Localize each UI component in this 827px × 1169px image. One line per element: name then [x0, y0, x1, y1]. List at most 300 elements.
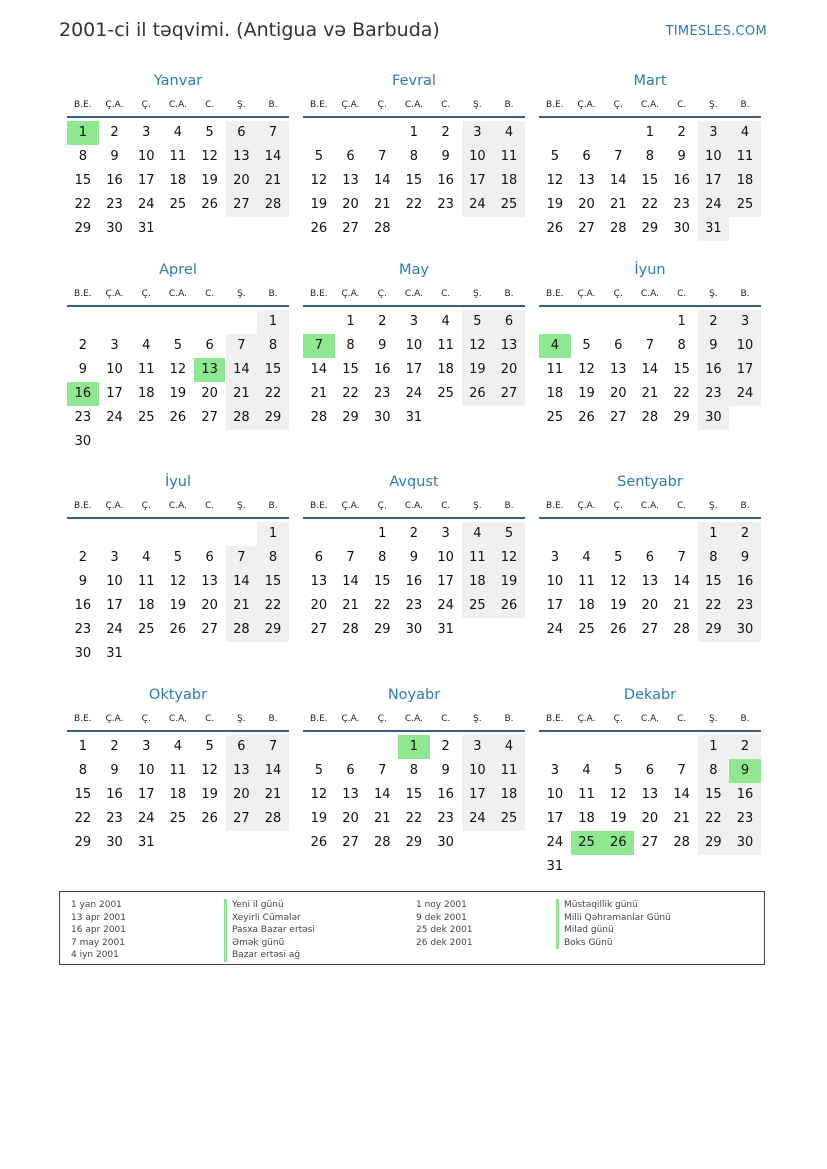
day-cell: 19: [310, 811, 328, 826]
day-cell: 25: [137, 410, 155, 425]
day-cell: 1: [78, 739, 87, 754]
legend-holiday-name: Yeni il günü: [224, 899, 315, 912]
day-cell: 6: [645, 763, 655, 778]
month-name: Dekabr: [623, 687, 677, 703]
day-cell: 23: [106, 197, 123, 212]
day-cell: 21: [673, 598, 690, 613]
day-cell: 23: [437, 197, 454, 212]
month-name: İyul: [164, 474, 192, 490]
day-cell: 9: [78, 574, 87, 589]
day-cell: 8: [645, 149, 655, 164]
day-cell: 7: [614, 149, 623, 164]
day-cell: 24: [546, 622, 564, 637]
weekday-label: Ş.: [709, 289, 718, 299]
page-title: 2001-ci il təqvimi. (Antigua və Barbuda): [59, 19, 440, 41]
weekday-label: Ş.: [709, 714, 718, 724]
day-cell: 5: [314, 149, 323, 164]
day-cell: 25: [578, 622, 595, 637]
weekday-label: B.E.: [310, 714, 328, 724]
weekday-label: B.: [268, 501, 278, 511]
day-cell: 27: [342, 835, 359, 850]
legend-holiday-name: Boks Günü: [556, 937, 671, 950]
weekday-label: B.: [268, 289, 278, 299]
day-cell: 18: [137, 598, 155, 613]
day-cell: 13: [342, 173, 359, 188]
weekday-label: B.: [740, 714, 750, 724]
day-cell: 30: [405, 622, 423, 637]
day-cell: 5: [205, 125, 214, 140]
day-cell: 6: [205, 338, 214, 353]
day-cell: 2: [409, 526, 419, 541]
day-cell: 4: [462, 522, 494, 546]
header-rule: [303, 730, 525, 732]
weekday-label: Ç.A.: [341, 100, 360, 110]
holiday-day-cell: 7: [303, 334, 335, 358]
weekday-header: [539, 714, 761, 726]
header-rule: [67, 305, 289, 307]
day-cell: 12: [310, 787, 328, 802]
legend-dates-left: [71, 899, 126, 962]
day-cell: 21: [373, 811, 391, 826]
day-cell: 13: [609, 362, 627, 377]
day-cell: 24: [698, 193, 730, 217]
day-cell: 7: [226, 334, 258, 358]
day-cell: 28: [257, 193, 289, 217]
day-cell: 20: [578, 197, 595, 212]
day-cell: 15: [74, 173, 92, 188]
day-cell: 16: [437, 173, 454, 188]
weekday-label: B.E.: [74, 100, 92, 110]
weekday-label: C.: [677, 714, 687, 724]
day-cell: 15: [373, 574, 391, 589]
weekday-header: [303, 501, 525, 513]
day-cell: 17: [546, 598, 564, 613]
day-cell: 10: [405, 338, 423, 353]
day-cell: 15: [698, 570, 730, 594]
weekday-label: Ç.A.: [105, 501, 124, 511]
day-cell: 2: [110, 739, 119, 754]
weekday-label: B.E.: [74, 714, 92, 724]
day-cell: 3: [462, 735, 494, 759]
day-cell: 19: [578, 386, 595, 401]
weekday-label: Ş.: [237, 100, 246, 110]
day-cell: 27: [493, 382, 525, 406]
day-cell: 21: [310, 386, 328, 401]
holiday-day-cell: 1: [67, 121, 99, 145]
day-cell: 4: [493, 735, 525, 759]
day-cell: 29: [698, 831, 730, 855]
day-cell: 12: [169, 362, 187, 377]
day-cell: 5: [614, 550, 623, 565]
weekday-label: C.A.: [640, 714, 659, 724]
day-cell: 20: [342, 811, 359, 826]
day-cell: 12: [546, 173, 564, 188]
weekday-label: C.: [441, 289, 451, 299]
day-cell: 29: [698, 618, 730, 642]
day-cell: 14: [310, 362, 328, 377]
day-cell: 9: [110, 149, 119, 164]
legend-holiday-name: Pasxa Bazar ertəsi: [224, 924, 315, 937]
day-cell: 30: [698, 406, 730, 430]
day-cell: 6: [346, 149, 355, 164]
day-cell: 30: [74, 434, 92, 449]
month-name: Mart: [633, 73, 667, 89]
day-cell: 24: [405, 386, 423, 401]
day-cell: 15: [257, 570, 289, 594]
day-cell: 9: [677, 149, 686, 164]
weekday-header: [539, 100, 761, 112]
holiday-legend: [59, 891, 765, 965]
day-cell: 21: [257, 783, 289, 807]
day-cell: 17: [437, 574, 454, 589]
day-cell: 13: [310, 574, 328, 589]
day-cell: 21: [226, 382, 258, 406]
legend-holiday-name: Xeyirli Cümələr: [224, 912, 315, 925]
weekday-label: C.A.: [404, 100, 423, 110]
day-cell: 27: [201, 410, 218, 425]
day-cell: 11: [493, 759, 525, 783]
day-cell: 28: [609, 221, 627, 236]
day-cell: 30: [729, 618, 761, 642]
weekday-label: B.: [268, 714, 278, 724]
day-cell: 1: [257, 310, 289, 334]
weekday-header: [539, 289, 761, 301]
weekday-label: B.: [504, 714, 514, 724]
day-cell: 21: [342, 598, 359, 613]
weekday-label: Ş.: [237, 289, 246, 299]
weekday-label: C.: [441, 100, 451, 110]
header-rule: [539, 305, 761, 307]
day-cell: 8: [409, 763, 419, 778]
weekday-label: Ş.: [237, 714, 246, 724]
day-cell: 25: [729, 193, 761, 217]
day-cell: 11: [169, 149, 187, 164]
legend-holiday-date: 16 apr 2001: [71, 925, 127, 935]
legend-holiday-name: Milli Qəhrəmanlar Günü: [556, 912, 671, 925]
day-cell: 17: [405, 362, 423, 377]
weekday-label: B.E.: [546, 100, 564, 110]
day-cell: 13: [493, 334, 525, 358]
header-rule: [303, 517, 525, 519]
month-name: Aprel: [159, 262, 197, 278]
day-cell: 7: [346, 550, 355, 565]
day-cell: 19: [609, 598, 627, 613]
weekday-label: Ç.: [613, 289, 623, 299]
day-cell: 29: [257, 406, 289, 430]
day-cell: 9: [441, 149, 450, 164]
day-cell: 11: [437, 338, 454, 353]
day-cell: 22: [74, 811, 92, 826]
day-cell: 19: [546, 197, 564, 212]
weekday-label: C.: [677, 100, 687, 110]
day-cell: 3: [142, 739, 151, 754]
day-cell: 3: [409, 314, 419, 329]
day-cell: 3: [698, 121, 730, 145]
day-cell: 10: [106, 574, 123, 589]
day-cell: 7: [378, 763, 387, 778]
weekday-label: Ç.: [613, 501, 623, 511]
weekday-label: B.: [740, 100, 750, 110]
weekday-label: Ş.: [473, 501, 482, 511]
day-cell: 19: [462, 358, 494, 382]
day-cell: 13: [226, 145, 258, 169]
day-cell: 6: [314, 550, 323, 565]
weekday-label: B.E.: [74, 289, 92, 299]
weekday-label: B.: [268, 100, 278, 110]
weekday-label: Ç.: [613, 714, 623, 724]
weekday-label: B.: [504, 100, 514, 110]
day-cell: 27: [641, 835, 659, 850]
day-cell: 23: [405, 598, 423, 613]
day-cell: 6: [645, 550, 655, 565]
legend-holiday-date: 1 noy 2001: [416, 900, 467, 910]
day-cell: 2: [729, 735, 761, 759]
day-cell: 28: [373, 835, 391, 850]
day-cell: 18: [493, 169, 525, 193]
day-cell: 30: [74, 646, 92, 661]
header-rule: [539, 730, 761, 732]
day-cell: 18: [493, 783, 525, 807]
day-cell: 1: [409, 125, 419, 140]
day-cell: 20: [493, 358, 525, 382]
day-cell: 27: [310, 622, 328, 637]
day-cell: 5: [205, 739, 214, 754]
day-cell: 18: [169, 787, 187, 802]
day-cell: 26: [578, 410, 595, 425]
day-cell: 4: [582, 550, 591, 565]
day-cell: 24: [106, 622, 123, 637]
weekday-label: Ç.A.: [105, 289, 124, 299]
day-cell: 29: [641, 221, 659, 236]
weekday-label: Ç.A.: [577, 100, 596, 110]
day-cell: 12: [609, 574, 627, 589]
day-cell: 26: [310, 835, 328, 850]
day-cell: 27: [578, 221, 595, 236]
month-name: Oktyabr: [148, 687, 208, 703]
day-cell: 25: [546, 410, 564, 425]
day-cell: 24: [462, 193, 494, 217]
day-cell: 2: [378, 314, 387, 329]
day-cell: 17: [462, 169, 494, 193]
day-cell: 26: [462, 382, 494, 406]
day-cell: 12: [169, 574, 187, 589]
day-cell: 16: [729, 783, 761, 807]
day-cell: 31: [437, 622, 454, 637]
day-cell: 22: [641, 197, 659, 212]
day-cell: 11: [546, 362, 564, 377]
header-rule: [67, 730, 289, 732]
weekday-label: Ç.A.: [341, 714, 360, 724]
day-cell: 7: [257, 735, 289, 759]
day-cell: 27: [609, 410, 627, 425]
legend-holiday-date: 4 iyn 2001: [71, 950, 119, 960]
day-cell: 13: [201, 574, 218, 589]
weekday-label: Ç.A.: [577, 714, 596, 724]
day-cell: 22: [673, 386, 690, 401]
day-cell: 20: [226, 783, 258, 807]
weekday-label: C.A.: [168, 289, 187, 299]
weekday-label: C.A.: [404, 714, 423, 724]
weekday-label: B.E.: [310, 501, 328, 511]
day-cell: 31: [698, 217, 730, 241]
legend-holiday-date: 7 may 2001: [71, 937, 125, 948]
weekday-header: [303, 289, 525, 301]
holiday-day-cell: 9: [729, 759, 761, 783]
day-cell: 7: [226, 546, 258, 570]
day-cell: 14: [257, 759, 289, 783]
day-cell: 4: [582, 763, 591, 778]
weekday-label: C.: [441, 501, 451, 511]
day-cell: 14: [609, 173, 627, 188]
day-cell: 19: [609, 811, 627, 826]
day-cell: 3: [110, 550, 119, 565]
day-cell: 16: [729, 570, 761, 594]
holiday-day-cell: 16: [67, 382, 99, 406]
day-cell: 9: [409, 550, 419, 565]
day-cell: 10: [462, 145, 494, 169]
weekday-label: C.: [441, 714, 451, 724]
day-cell: 27: [342, 221, 359, 236]
day-cell: 26: [169, 410, 187, 425]
weekday-label: C.A.: [640, 289, 659, 299]
day-cell: 15: [74, 787, 92, 802]
weekday-label: C.A.: [404, 501, 423, 511]
header-rule: [539, 517, 761, 519]
legend-holiday-date: 25 dek 2001: [416, 925, 473, 935]
day-cell: 27: [226, 193, 258, 217]
day-cell: 15: [698, 783, 730, 807]
day-cell: 28: [226, 618, 258, 642]
day-cell: 11: [578, 574, 595, 589]
day-cell: 28: [342, 622, 359, 637]
holiday-day-cell: 13: [194, 358, 226, 382]
legend-names-right: [556, 899, 671, 949]
day-cell: 17: [106, 386, 123, 401]
day-cell: 3: [550, 550, 559, 565]
day-cell: 1: [645, 125, 655, 140]
day-cell: 16: [698, 358, 730, 382]
day-cell: 1: [257, 522, 289, 546]
day-cell: 15: [405, 173, 423, 188]
weekday-label: Ş.: [709, 501, 718, 511]
day-cell: 15: [342, 362, 359, 377]
day-cell: 6: [346, 763, 355, 778]
day-cell: 19: [310, 197, 328, 212]
day-cell: 3: [729, 310, 761, 334]
day-cell: 31: [546, 859, 564, 874]
day-cell: 2: [677, 125, 686, 140]
day-cell: 23: [437, 811, 454, 826]
day-cell: 12: [578, 362, 595, 377]
day-cell: 1: [378, 526, 387, 541]
weekday-label: Ç.A.: [341, 289, 360, 299]
day-cell: 19: [169, 598, 187, 613]
weekday-label: C.A.: [168, 100, 187, 110]
day-cell: 15: [641, 173, 659, 188]
holiday-day-cell: 26: [602, 831, 634, 855]
day-cell: 14: [226, 358, 258, 382]
day-cell: 2: [78, 338, 87, 353]
day-cell: 27: [201, 622, 218, 637]
day-cell: 3: [441, 526, 450, 541]
day-cell: 24: [106, 410, 123, 425]
brand-link[interactable]: TIMESLES.COM: [665, 24, 767, 39]
day-cell: 18: [546, 386, 564, 401]
day-cell: 23: [673, 197, 690, 212]
day-cell: 17: [137, 787, 155, 802]
day-cell: 26: [310, 221, 328, 236]
weekday-label: B.: [504, 501, 514, 511]
holiday-day-cell: 4: [539, 334, 571, 358]
weekday-header: [67, 501, 289, 513]
weekday-header: [67, 714, 289, 726]
day-cell: 4: [173, 125, 183, 140]
day-cell: 19: [169, 386, 187, 401]
day-cell: 18: [462, 570, 494, 594]
day-cell: 16: [74, 598, 92, 613]
day-cell: 26: [546, 221, 564, 236]
weekday-label: Ç.A.: [577, 289, 596, 299]
day-cell: 24: [137, 197, 155, 212]
day-cell: 13: [578, 173, 595, 188]
month-name: Fevral: [392, 73, 436, 89]
day-cell: 10: [546, 574, 564, 589]
day-cell: 29: [257, 618, 289, 642]
day-cell: 24: [546, 835, 564, 850]
weekday-header: [67, 100, 289, 112]
day-cell: 8: [378, 550, 387, 565]
day-cell: 28: [310, 410, 328, 425]
day-cell: 28: [257, 807, 289, 831]
weekday-label: Ç.A.: [341, 501, 360, 511]
day-cell: 5: [173, 338, 183, 353]
day-cell: 17: [729, 358, 761, 382]
day-cell: 26: [493, 594, 525, 618]
day-cell: 8: [78, 149, 87, 164]
day-cell: 29: [405, 835, 423, 850]
day-cell: 8: [257, 334, 289, 358]
weekday-label: B.E.: [74, 501, 92, 511]
day-cell: 3: [110, 338, 119, 353]
day-cell: 21: [641, 386, 659, 401]
day-cell: 20: [641, 598, 659, 613]
day-cell: 12: [609, 787, 627, 802]
day-cell: 5: [314, 763, 323, 778]
day-cell: 20: [342, 197, 359, 212]
day-cell: 12: [201, 149, 218, 164]
weekday-label: C.: [205, 714, 215, 724]
day-cell: 20: [310, 598, 328, 613]
day-cell: 10: [546, 787, 564, 802]
day-cell: 29: [74, 221, 92, 236]
legend-holiday-name: Əmək günü: [224, 937, 315, 950]
weekday-header: [539, 501, 761, 513]
day-cell: 9: [698, 334, 730, 358]
day-cell: 2: [729, 522, 761, 546]
day-cell: 9: [78, 362, 87, 377]
day-cell: 10: [698, 145, 730, 169]
day-cell: 7: [677, 550, 686, 565]
day-cell: 19: [201, 787, 218, 802]
day-cell: 18: [169, 173, 187, 188]
day-cell: 25: [169, 811, 187, 826]
day-cell: 10: [462, 759, 494, 783]
day-cell: 14: [257, 145, 289, 169]
day-cell: 3: [142, 125, 151, 140]
day-cell: 15: [405, 787, 423, 802]
day-cell: 17: [698, 169, 730, 193]
day-cell: 11: [169, 763, 187, 778]
